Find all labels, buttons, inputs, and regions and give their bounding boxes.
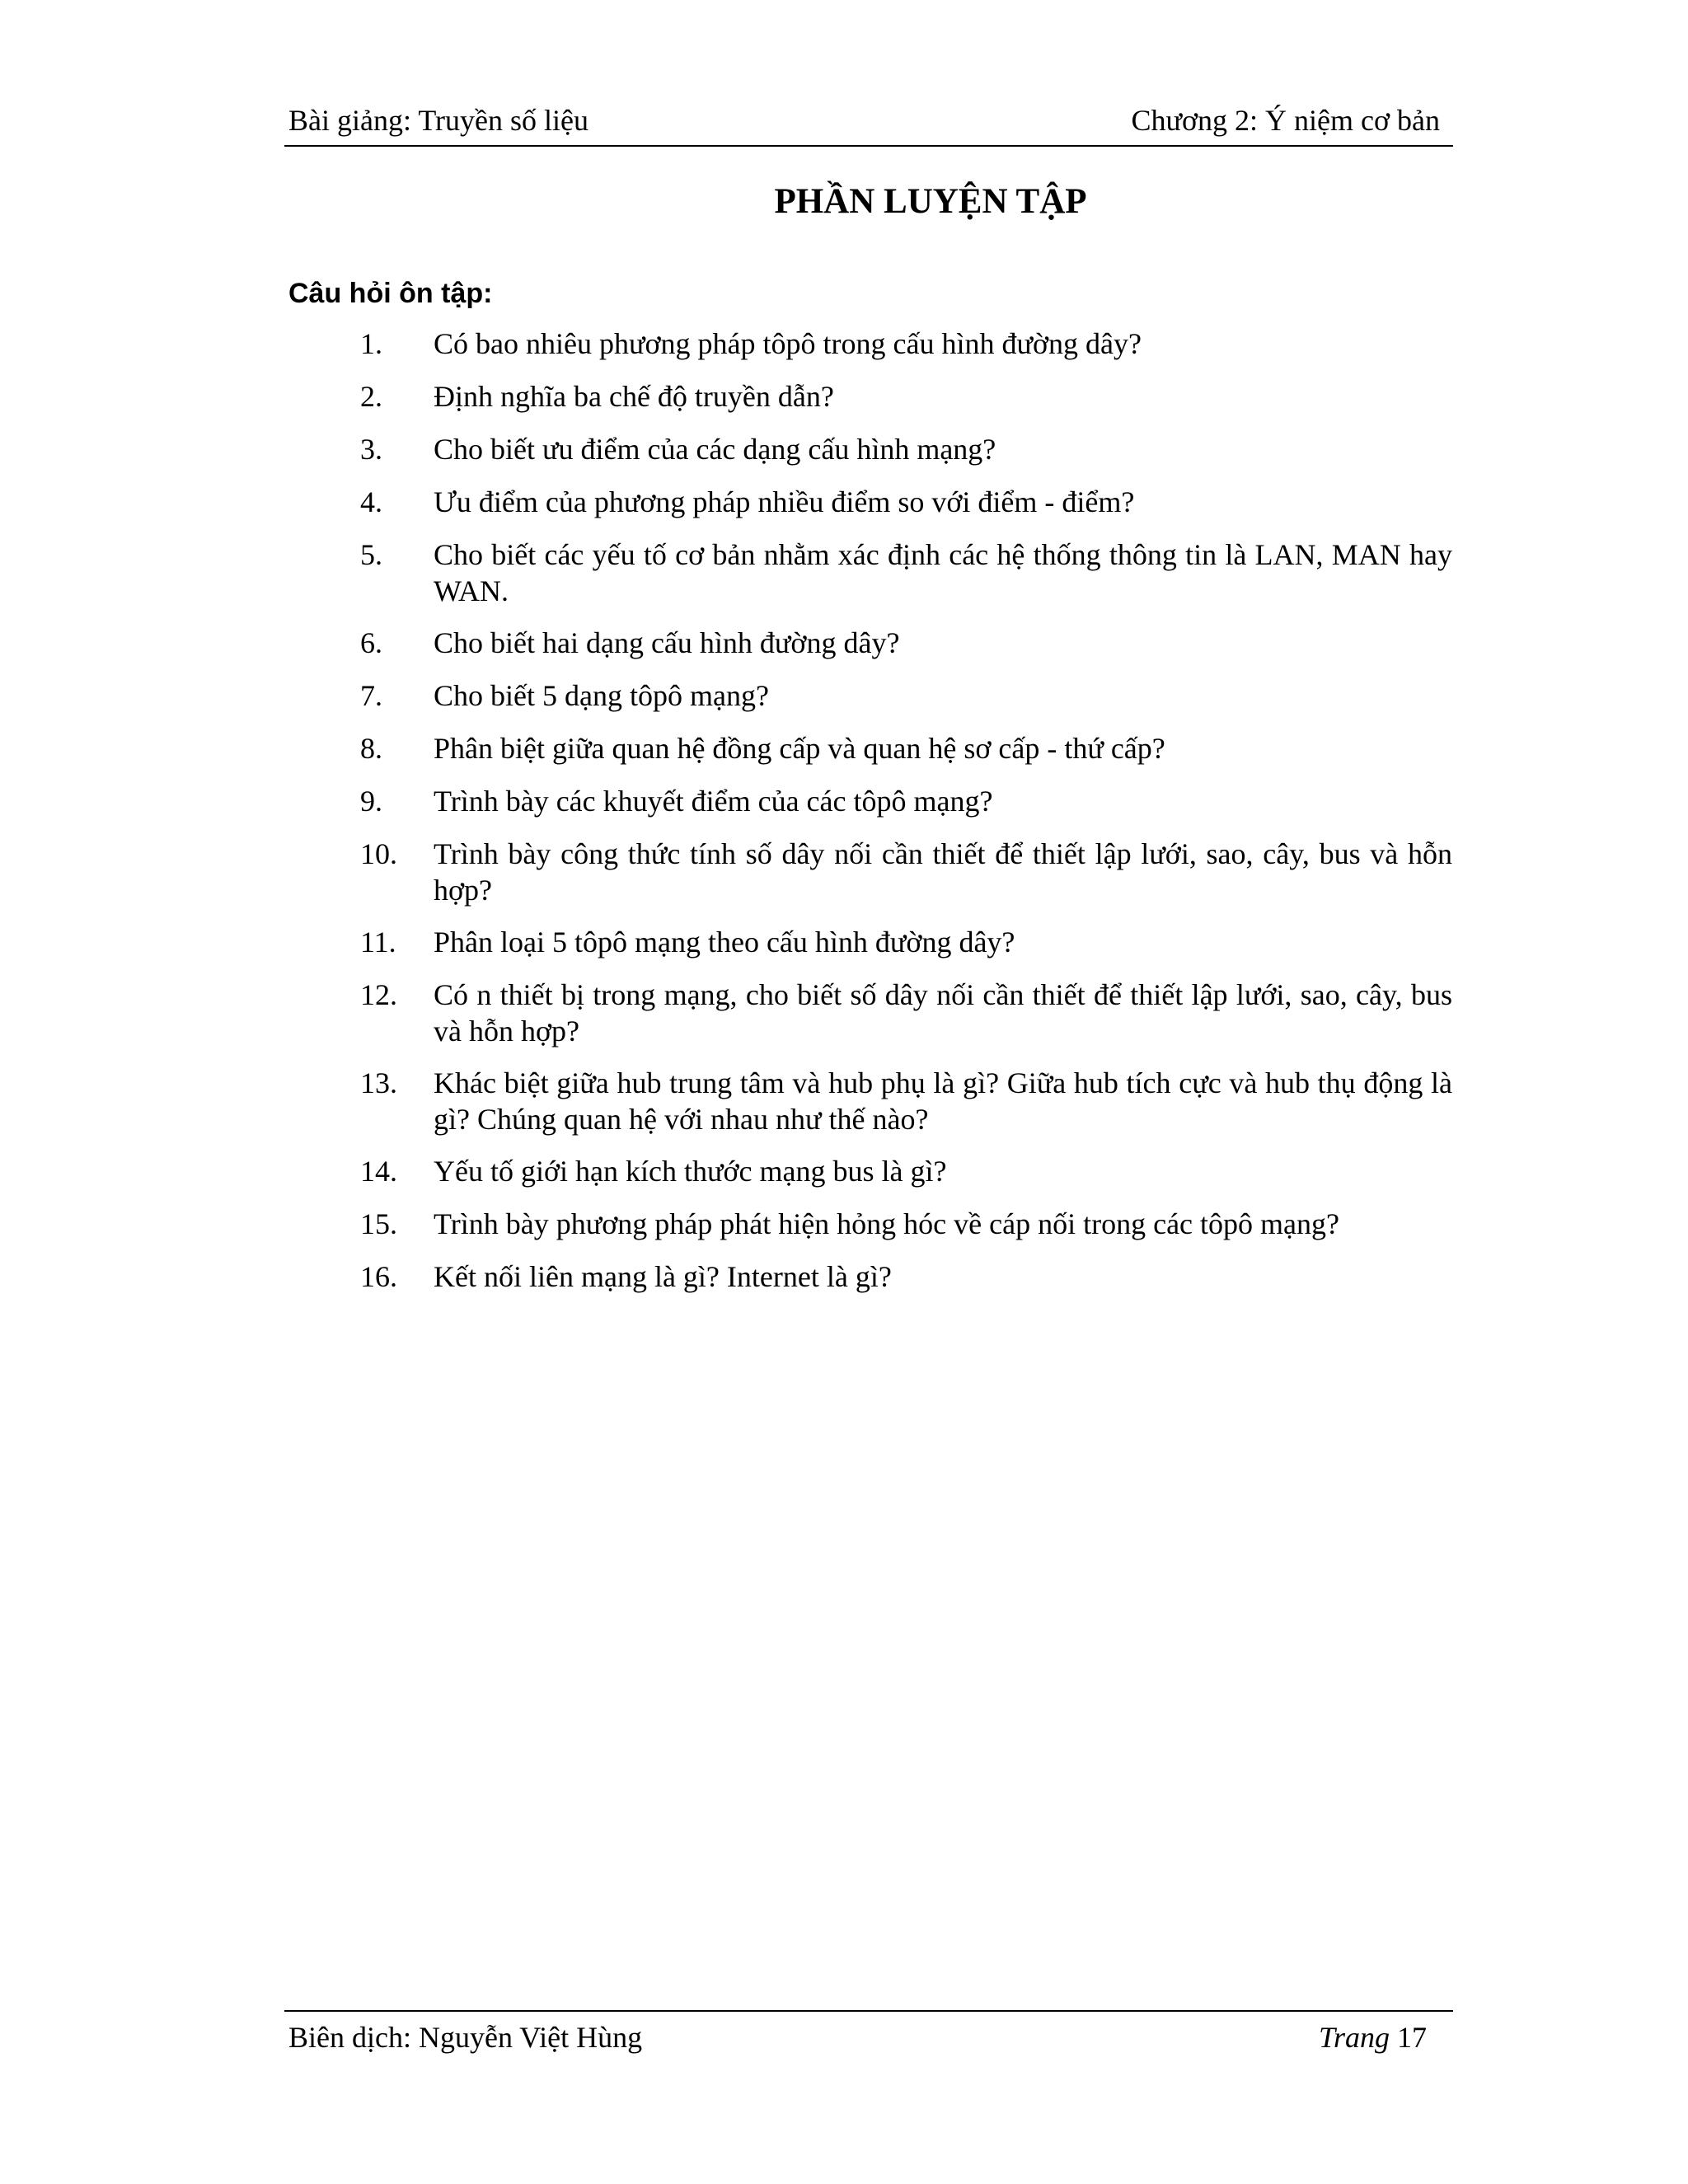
item-number: 6. xyxy=(360,626,382,659)
item-text: Cho biết 5 dạng tôpô mạng? xyxy=(434,679,769,712)
item-number: 15. xyxy=(360,1207,397,1240)
page-number xyxy=(1319,2019,1427,2055)
item-number: 10. xyxy=(360,837,397,870)
item-text: Cho biết hai dạng cấu hình đường dây? xyxy=(434,626,900,659)
item-number: 8. xyxy=(360,732,382,765)
item-text: Trình bày công thức tính số dây nối cần thiết để thiết lập lưới, sao, cây, bus và hỗn hợp? xyxy=(434,837,1452,907)
item-number: 5. xyxy=(360,538,382,571)
item-text: Định nghĩa ba chế độ truyền dẫn? xyxy=(434,380,834,413)
item-text: Khác biệt giữa hub trung tâm và hub phụ là gì? Giữa hub tích cực và hub thụ động là gì? Chúng quan hệ với nhau như thế nào? xyxy=(434,1066,1452,1136)
item-number: 7. xyxy=(360,679,382,712)
item-text: Trình bày phương pháp phát hiện hỏng hóc về cáp nối trong các tôpô mạng? xyxy=(434,1207,1339,1240)
item-text: Trình bày các khuyết điểm của các tôpô mạng? xyxy=(434,785,993,818)
item-number: 13. xyxy=(360,1066,397,1099)
item-text: Cho biết ưu điểm của các dạng cấu hình mạng? xyxy=(434,433,996,466)
section-heading: Câu hỏi ôn tập: xyxy=(288,278,493,309)
page-title: PHẦN LUYỆN TẬP xyxy=(774,182,1087,221)
item-number: 3. xyxy=(360,433,382,466)
chapter-title: Chương 2: Ý niệm cơ bản xyxy=(1131,104,1440,137)
item-text: Ưu điểm của phương pháp nhiều điểm so với điểm - điểm? xyxy=(434,485,1135,518)
item-number: 12. xyxy=(360,978,397,1011)
item-number: 2. xyxy=(360,380,382,413)
page-label: Trang xyxy=(1319,2021,1390,2054)
item-text: Có bao nhiêu phương pháp tôpô trong cấu hình đường dây? xyxy=(434,327,1142,360)
item-number: 16. xyxy=(360,1260,397,1293)
page-header xyxy=(284,102,1453,147)
item-text: Yếu tố giới hạn kích thước mạng bus là gì? xyxy=(434,1155,947,1188)
course-title: Bài giảng: Truyền số liệu xyxy=(288,104,589,137)
item-number: 11. xyxy=(360,926,396,958)
page-number-value: 17 xyxy=(1397,2021,1428,2054)
item-number: 9. xyxy=(360,785,382,818)
item-text: Kết nối liên mạng là gì? Internet là gì? xyxy=(434,1260,892,1293)
item-number: 4. xyxy=(360,485,382,518)
item-number: 14. xyxy=(360,1155,397,1188)
item-text: Có n thiết bị trong mạng, cho biết số dây nối cần thiết để thiết lập lưới, sao, cây, bus và hỗn hợp? xyxy=(434,978,1452,1047)
item-text: Phân loại 5 tôpô mạng theo cấu hình đường dây? xyxy=(434,926,1015,958)
item-text: Cho biết các yếu tố cơ bản nhằm xác định các hệ thống thông tin là LAN, MAN hay WAN. xyxy=(434,538,1452,607)
footer-rule xyxy=(284,2010,1453,2012)
item-text: Phân biệt giữa quan hệ đồng cấp và quan hệ sơ cấp - thứ cấp? xyxy=(434,732,1165,765)
translator-credit: Biên dịch: Nguyễn Việt Hùng xyxy=(288,2021,643,2054)
item-number: 1. xyxy=(360,327,382,360)
